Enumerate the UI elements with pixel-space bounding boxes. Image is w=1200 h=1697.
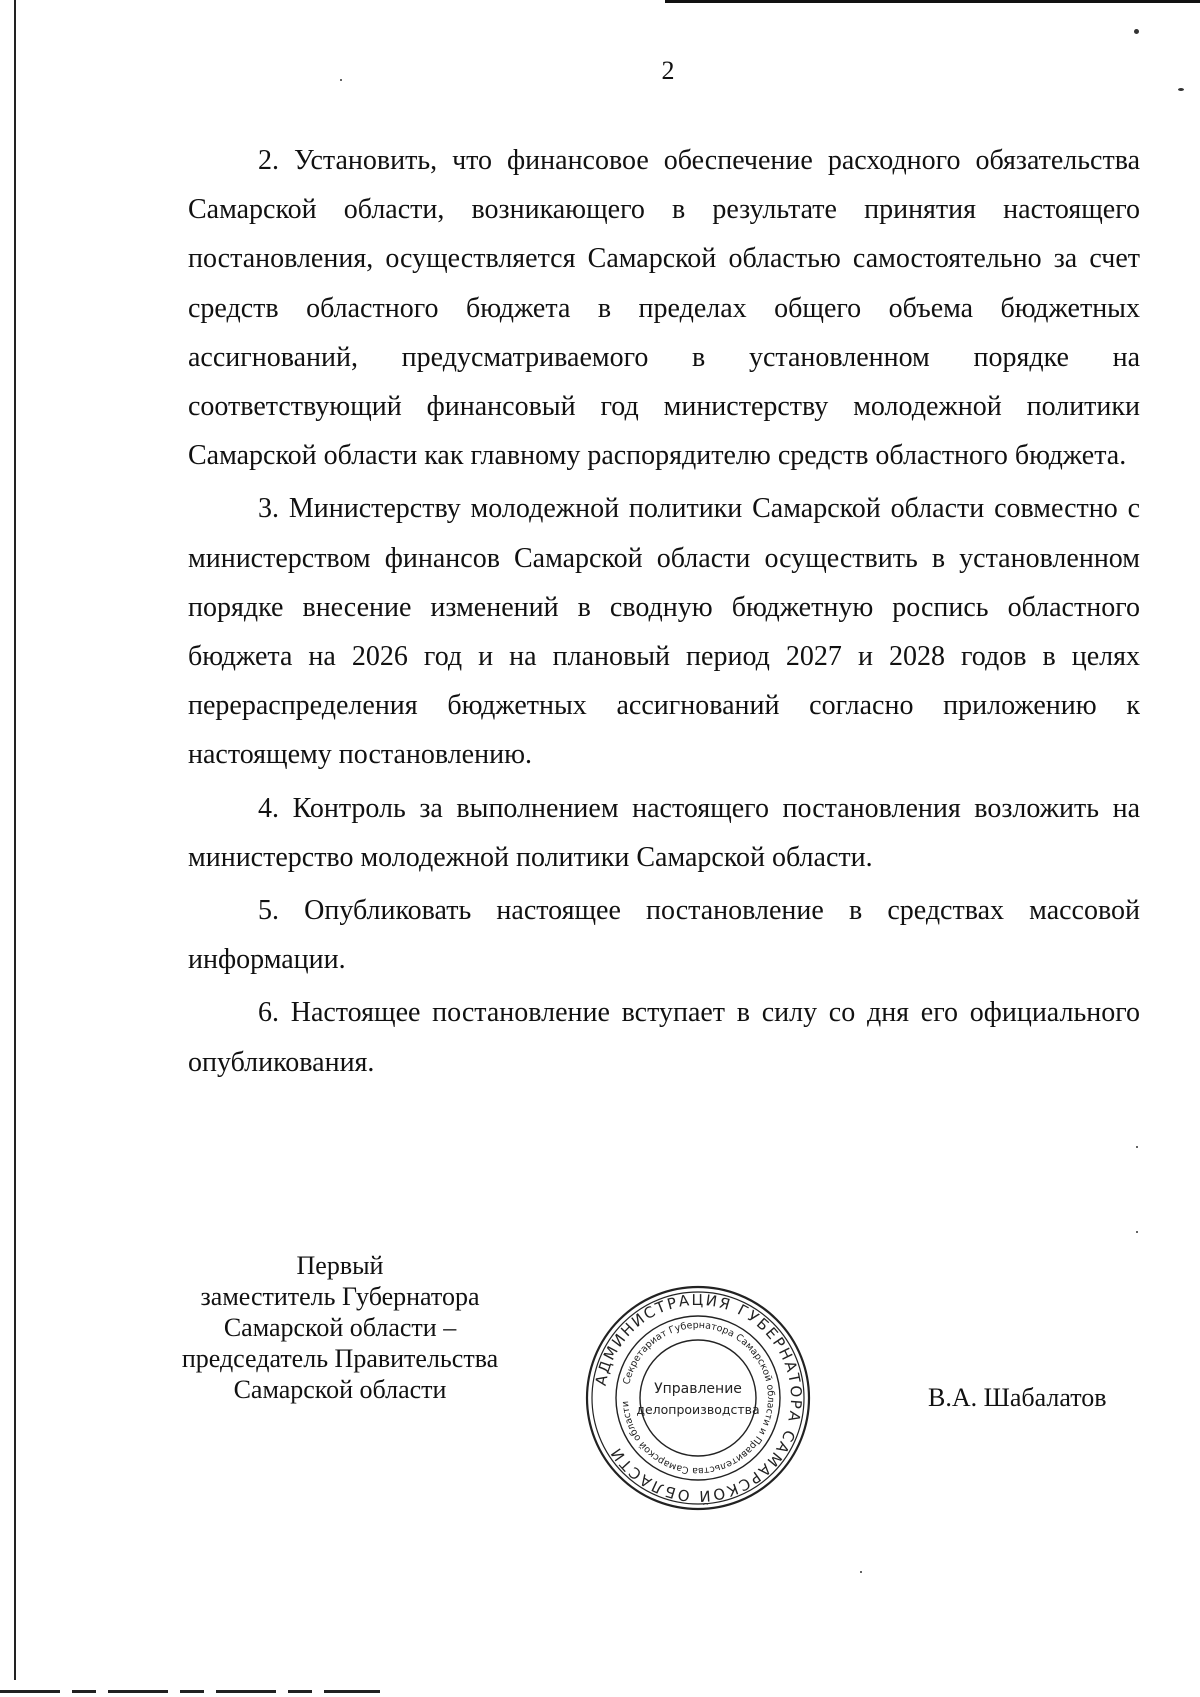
paragraph-2: 2. Установить, что финансовое обеспечение расходного обязательства Самарской области, возникающего в результате принятия настоящего постановления, осуществляется Самарской областью самостоятельно за счет средств областного бюджета в пределах общего объема бюджетных ассигнований, предусматриваемого в установленном порядке на соответствующий финансовый год министерству молодежной политики Самарской области как главному распорядителю средств областного бюджета. (188, 145, 1140, 472)
stamp-outer-text: АДМИНИСТРАЦИЯ ГУБЕРНАТОРА САМАРСКОЙ ОБЛАСТИ (591, 1290, 806, 1506)
stamp-center-line: делопроизводства (636, 1402, 760, 1417)
scan-edge-left (14, 0, 16, 1680)
scan-speck (860, 1571, 862, 1573)
position-line: председатель Правительства (181, 1344, 499, 1373)
scan-edge-bottom (0, 1690, 380, 1693)
position-line: заместитель Губернатора (200, 1282, 480, 1311)
position-line: Самарской области (233, 1375, 447, 1404)
scan-edge-top (665, 0, 1200, 3)
document-body (188, 136, 1140, 1087)
stamp-center-line: Управление (654, 1381, 742, 1397)
position-line: Самарской области – (223, 1313, 457, 1342)
paragraph-6: 6. Настоящее постановление вступает в силу со дня его официального опубликования. (188, 997, 1140, 1078)
stamp-middle-text: Секретариат Губернатора Самарской области и Правительства Самарской области (620, 1319, 777, 1477)
signer-name: В.А. Шабалатов (928, 1383, 1107, 1412)
svg-text:Секретариат Губернатора Самарс (620, 1320, 776, 1476)
scan-speck (1134, 29, 1139, 34)
scan-speck (1136, 1146, 1138, 1148)
paragraph-3: 3. Министерству молодежной политики Самарской области совместно с министерством финансов Самарской области осуществить в установленном порядке внесение изменений в сводную бюджетную роспись областного бюджета на 2026 год и на плановый период 2027 и 2028 годов в целях перераспределения бюджетных ассигнований согласно приложению к настоящему постановлению. (188, 493, 1140, 771)
scan-speck (1136, 1231, 1138, 1233)
paragraph-4: 4. Контроль за выполнением настоящего постановления возложить на министерство молодежной политики Самарской области. (188, 792, 1140, 873)
position-line: Первый (296, 1251, 384, 1280)
official-seal-stamp (583, 1283, 813, 1513)
signatory-position (160, 1250, 520, 1405)
page-number: 2 (661, 56, 675, 85)
scan-speck (1178, 88, 1184, 91)
paragraph-5: 5. Опубликовать настоящее постановление в средствах массовой информации. (188, 895, 1140, 976)
